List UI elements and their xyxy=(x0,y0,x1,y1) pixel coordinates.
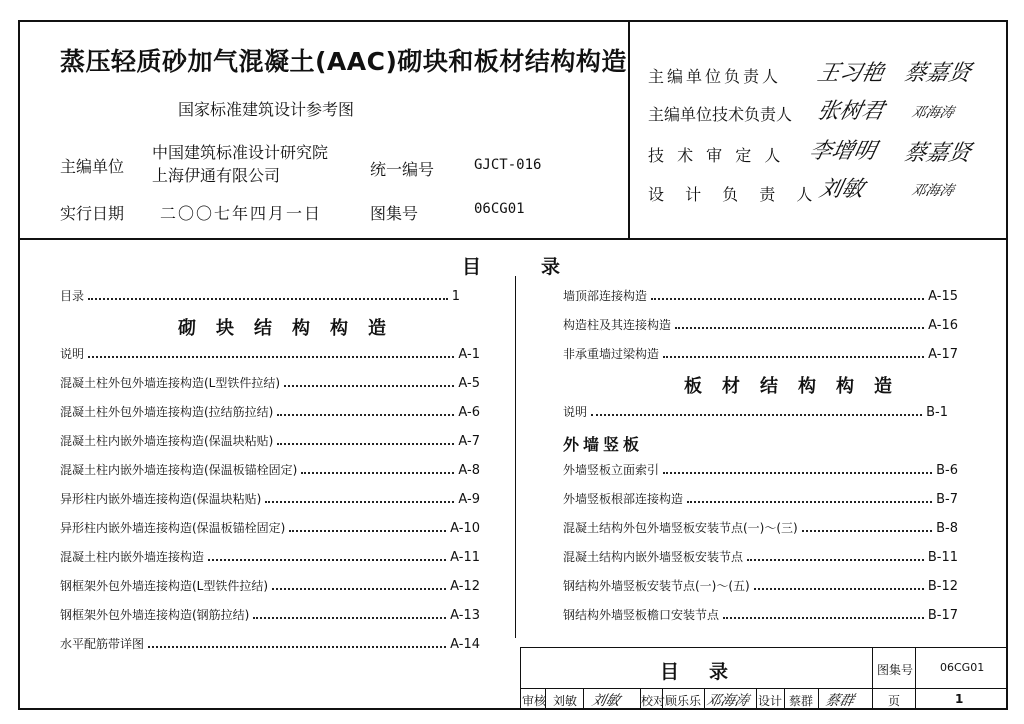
toc-entry-title: 水平配筋带详图 xyxy=(60,637,145,651)
toc-entry-page: A-15 xyxy=(928,289,958,304)
design-name: 蔡群 xyxy=(789,694,814,708)
leader-dots xyxy=(651,297,924,300)
toc-entry[interactable] xyxy=(60,346,480,362)
editor-unit-1: 中国建筑标准设计研究院 xyxy=(152,143,329,162)
toc-entry[interactable] xyxy=(563,578,958,594)
toc-entry-page: A-6 xyxy=(458,405,480,420)
toc-entry[interactable] xyxy=(563,607,958,623)
review-signature: 刘敏 xyxy=(590,693,622,709)
titleblock-v4 xyxy=(583,688,584,710)
titleblock-top-line xyxy=(520,647,1008,648)
leader-dots xyxy=(148,645,446,648)
titleblock-left-line xyxy=(520,647,521,710)
titleblock-v10 xyxy=(818,688,819,710)
toc-entry-page: A-5 xyxy=(458,376,480,391)
section-a-heading: 砌块结构构造 xyxy=(178,318,406,339)
leader-dots xyxy=(747,558,924,561)
titleblock-atlas-value: 06CG01 xyxy=(940,661,985,674)
leader-dots xyxy=(88,297,448,300)
header-vertical-divider xyxy=(628,20,630,238)
toc-entry-title: 外墙竖板立面索引 xyxy=(563,463,660,477)
toc-entry-title: 非承重墙过梁构造 xyxy=(563,347,660,361)
titleblock-mid-line xyxy=(520,688,1008,689)
titleblock-v9 xyxy=(784,688,785,710)
toc-entry-page: B-17 xyxy=(927,608,958,623)
code-label: 统一编号 xyxy=(370,160,435,179)
leader-dots xyxy=(687,500,932,503)
signoff-role-3: 技 术 审 定 人 xyxy=(648,146,785,165)
toc-entry[interactable] xyxy=(60,404,480,420)
leader-dots xyxy=(265,500,454,503)
signoff-role-2: 主编单位技术负责人 xyxy=(648,105,793,124)
section-b-heading: 板材结构构造 xyxy=(684,376,912,397)
toc-entry[interactable] xyxy=(60,549,480,565)
toc-entry[interactable] xyxy=(60,375,480,391)
date-label: 实行日期 xyxy=(60,204,125,223)
toc-entry-title: 钢结构外墙竖板安装节点(一)～(五) xyxy=(563,579,750,593)
toc-entry[interactable] xyxy=(563,404,948,420)
toc-entry[interactable] xyxy=(60,433,480,449)
editor-label: 主编单位 xyxy=(60,157,125,176)
signoff-signature-1a: 王习艳 xyxy=(814,61,887,86)
toc-entry[interactable] xyxy=(60,491,480,507)
toc-entry-page: B-1 xyxy=(926,405,948,420)
toc-entry[interactable] xyxy=(60,520,480,536)
leader-dots xyxy=(277,413,454,416)
toc-entry-title: 混凝土柱内嵌外墙连接构造(保温块粘贴) xyxy=(60,434,274,448)
toc-entry-title: 混凝土柱内嵌外墙连接构造 xyxy=(60,550,205,564)
toc-entry-page: A-14 xyxy=(450,637,480,652)
toc-entry-title: 混凝土柱内嵌外墙连接构造(保温板锚栓固定) xyxy=(60,463,298,477)
check-label: 校对 xyxy=(641,694,666,708)
atlas-value: 06CG01 xyxy=(474,201,525,217)
toc-entry-page: A-11 xyxy=(450,550,480,565)
toc-entry[interactable] xyxy=(563,317,958,333)
toc-entry-page: 1 xyxy=(451,289,460,304)
toc-entry-page: A-9 xyxy=(458,492,480,507)
toc-entry-page: A-8 xyxy=(458,463,480,478)
leader-dots xyxy=(284,384,454,387)
toc-entry-title: 墙顶部连接构造 xyxy=(563,289,648,303)
toc-column-divider xyxy=(515,276,516,638)
titleblock-atlas-label: 图集号 xyxy=(877,663,914,677)
leader-dots xyxy=(272,587,446,590)
signoff-signature-1b: 蔡嘉贤 xyxy=(901,61,974,86)
toc-entry-page: A-16 xyxy=(928,318,958,333)
titleblock-v2 xyxy=(915,647,916,710)
leader-dots xyxy=(802,529,932,532)
leader-dots xyxy=(675,326,924,329)
toc-entry[interactable] xyxy=(563,520,958,536)
toc-entry-page: A-13 xyxy=(450,608,480,623)
leader-dots xyxy=(754,587,924,590)
signoff-signature-3b: 蔡嘉贤 xyxy=(901,141,974,166)
leader-dots xyxy=(663,471,932,474)
toc-heading: 目录 xyxy=(462,256,621,278)
check-name: 顾乐乐 xyxy=(665,694,702,708)
toc-entry[interactable] xyxy=(563,491,958,507)
toc-entry-page: A-7 xyxy=(458,434,480,449)
titleblock-name: 目录 xyxy=(660,661,759,683)
toc-entry-title: 混凝土结构外包外墙竖板安装节点(一)～(三) xyxy=(563,521,798,535)
design-label: 设计 xyxy=(758,694,783,708)
check-signature: 邓海涛 xyxy=(705,693,751,709)
toc-entry-title: 构造柱及其连接构造 xyxy=(563,318,672,332)
leader-dots xyxy=(663,355,924,358)
section-b-subheading: 外墙竖板 xyxy=(563,435,644,454)
leader-dots xyxy=(289,529,446,532)
editor-unit-2: 上海伊通有限公司 xyxy=(152,166,281,185)
toc-entry-title: 混凝土结构内嵌外墙竖板安装节点 xyxy=(563,550,744,564)
document-title: 蒸压轻质砂加气混凝土(AAC)砌块和板材结构构造 xyxy=(60,47,627,76)
toc-entry-title: 钢框架外包外墙连接构造(钢筋拉结) xyxy=(60,608,250,622)
toc-entry[interactable] xyxy=(60,578,480,594)
titleblock-v1 xyxy=(872,647,873,710)
review-name: 刘敏 xyxy=(553,694,578,708)
leader-dots xyxy=(301,471,454,474)
leader-dots xyxy=(208,558,446,561)
toc-entry-page: A-10 xyxy=(450,521,480,536)
toc-entry-page: B-12 xyxy=(927,579,958,594)
toc-entry[interactable] xyxy=(60,636,480,652)
atlas-label: 图集号 xyxy=(370,204,419,223)
toc-entry-title: 混凝土柱外包外墙连接构造(拉结筋拉结) xyxy=(60,405,274,419)
leader-dots xyxy=(253,616,446,619)
design-signature: 蔡群 xyxy=(824,693,856,709)
toc-entry[interactable] xyxy=(60,607,480,623)
toc-entry[interactable] xyxy=(563,288,958,304)
toc-entry-title: 异形柱内嵌外墙连接构造(保温板锚栓固定) xyxy=(60,521,286,535)
signoff-role-4: 设 计 负 责 人 xyxy=(648,185,821,204)
page-value: 1 xyxy=(955,692,964,706)
toc-entry-title: 目录 xyxy=(60,289,85,303)
leader-dots xyxy=(277,442,454,445)
toc-entry-page: B-8 xyxy=(936,521,958,536)
toc-entry-page: A-12 xyxy=(450,579,480,594)
review-label: 审核 xyxy=(522,694,547,708)
toc-entry-title: 钢结构外墙竖板檐口安装节点 xyxy=(563,608,720,622)
leader-dots xyxy=(88,355,454,358)
signoff-signature-3a: 李增明 xyxy=(806,139,879,164)
signoff-role-1: 主编单位负责人 xyxy=(648,67,782,86)
toc-entry-title: 外墙竖板根部连接构造 xyxy=(563,492,684,506)
toc-entry-page: A-1 xyxy=(458,347,480,362)
document-subtitle: 国家标准建筑设计参考图 xyxy=(178,100,355,119)
toc-entry-title: 混凝土柱外包外墙连接构造(L型铁件拉结) xyxy=(60,376,281,390)
code-value: GJCT-016 xyxy=(474,157,542,173)
toc-entry[interactable] xyxy=(60,288,460,304)
leader-dots xyxy=(591,413,922,416)
page-label: 页 xyxy=(888,694,901,708)
toc-entry-page: B-6 xyxy=(936,463,958,478)
toc-entry-page: B-7 xyxy=(936,492,958,507)
leader-dots xyxy=(723,616,924,619)
toc-entry[interactable] xyxy=(563,346,958,362)
toc-entry-title: 钢框架外包外墙连接构造(L型铁件拉结) xyxy=(60,579,269,593)
signoff-signature-4a: 刘敏 xyxy=(816,177,867,202)
header-divider xyxy=(18,238,1008,240)
toc-entry-title: 异形柱内嵌外墙连接构造(保温块粘贴) xyxy=(60,492,262,506)
toc-entry-page: B-11 xyxy=(927,550,958,565)
signoff-signature-2b: 邓海涛 xyxy=(910,105,956,121)
toc-entry-title: 说明 xyxy=(60,347,85,361)
date-value: 二〇〇七年四月一日 xyxy=(160,204,323,223)
toc-entry-title: 说明 xyxy=(563,405,588,419)
titleblock-v8 xyxy=(756,688,757,710)
toc-entry[interactable] xyxy=(563,549,958,565)
toc-entry-page: A-17 xyxy=(928,347,958,362)
signoff-signature-2a: 张树君 xyxy=(814,99,887,124)
toc-entry[interactable] xyxy=(563,462,958,478)
signoff-signature-4b: 邓海涛 xyxy=(910,183,956,199)
toc-entry[interactable] xyxy=(60,462,480,478)
